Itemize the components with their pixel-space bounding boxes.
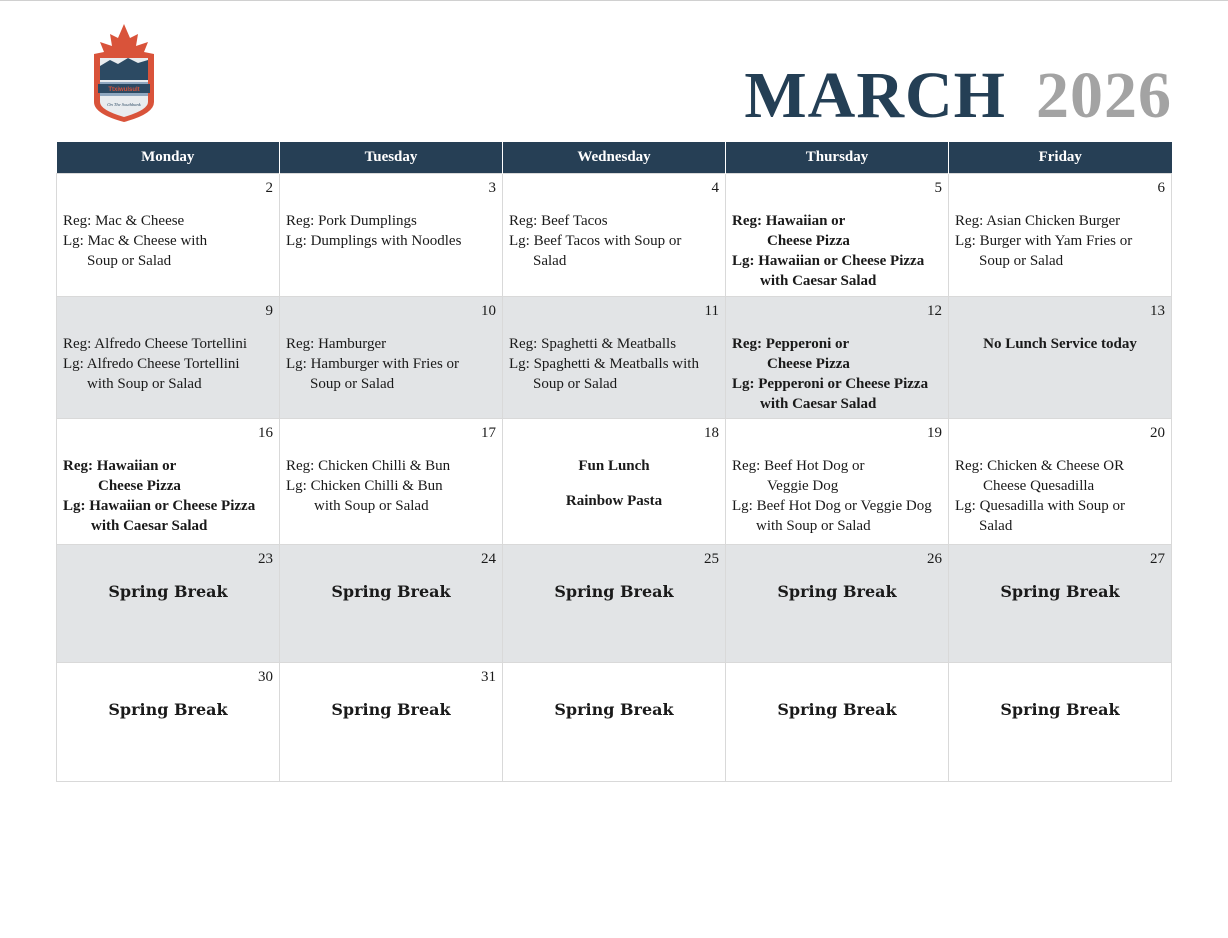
day-cell <box>726 174 949 297</box>
date-number: 9 <box>265 303 273 319</box>
reg-item: Reg: Beef Hot Dog or <box>732 458 865 474</box>
lg-item: Lg: Burger with Yam Fries or <box>955 233 1133 249</box>
menu-entry <box>955 456 1167 536</box>
date-number: 23 <box>258 551 273 567</box>
lg-item: Lg: Pepperoni or Cheese Pizza <box>732 376 929 392</box>
lg-item-cont: Soup or Salad <box>87 253 172 269</box>
day-cell <box>503 174 726 297</box>
logo-text: Ttxiwulsult <box>108 87 140 93</box>
week-row <box>57 419 1172 545</box>
menu-entry <box>286 456 498 516</box>
reg-item-cont: Cheese Pizza <box>767 233 850 249</box>
day-cell <box>726 297 949 419</box>
reg-item: Reg: Hamburger <box>286 336 387 352</box>
lg-item-cont: with Soup or Salad <box>87 376 202 392</box>
spring-break-label: Spring Break <box>108 700 228 719</box>
reg-item: Reg: Beef Tacos <box>509 213 608 229</box>
menu-entry <box>732 456 944 536</box>
header-thursday: Thursday <box>726 142 949 174</box>
reg-item: Reg: Hawaiian or <box>63 458 177 474</box>
lg-item-cont: with Caesar Salad <box>91 518 208 534</box>
reg-item: Reg: Asian Chicken Burger <box>955 213 1121 229</box>
title-year: 2026 <box>1036 59 1172 132</box>
lg-item: Lg: Dumplings with Noodles <box>286 233 462 249</box>
lunch-calendar <box>56 142 1172 782</box>
date-number: 19 <box>927 425 942 441</box>
spring-break-label: Spring Break <box>331 700 451 719</box>
lg-item: Lg: Chicken Chilli & Bun <box>286 478 443 494</box>
date-number: 13 <box>1150 303 1165 319</box>
week-row <box>57 174 1172 297</box>
menu-entry <box>63 211 275 271</box>
lg-item-cont: Salad <box>533 253 567 269</box>
reg-item: Reg: Spaghetti & Meatballs <box>509 336 677 352</box>
menu-entry <box>732 334 944 414</box>
lg-item: Lg: Mac & Cheese with <box>63 233 208 249</box>
lg-item: Lg: Hawaiian or Cheese Pizza <box>732 253 925 269</box>
menu-entry <box>286 211 498 251</box>
day-cell <box>503 419 726 545</box>
spring-break-label: Spring Break <box>108 582 228 601</box>
menu-entry <box>732 211 944 291</box>
menu-entry <box>63 456 275 536</box>
lg-item: Lg: Beef Hot Dog or Veggie Dog <box>732 498 932 514</box>
date-number: 10 <box>481 303 496 319</box>
day-cell <box>949 297 1172 419</box>
reg-item-cont: Cheese Pizza <box>767 356 850 372</box>
header-tuesday: Tuesday <box>280 142 503 174</box>
day-cell <box>280 545 503 663</box>
date-number: 31 <box>481 669 496 685</box>
lg-item: Lg: Beef Tacos with Soup or <box>509 233 682 249</box>
header-wednesday: Wednesday <box>503 142 726 174</box>
spring-break-label: Spring Break <box>777 582 897 601</box>
reg-item: Reg: Pepperoni or <box>732 336 850 352</box>
spring-break-label: Spring Break <box>1000 582 1120 601</box>
date-number: 11 <box>704 303 719 319</box>
day-cell <box>949 419 1172 545</box>
date-number: 17 <box>481 425 496 441</box>
lg-item-cont: Soup or Salad <box>310 376 395 392</box>
reg-item: Reg: Mac & Cheese <box>63 213 185 229</box>
lg-item: Lg: Alfredo Cheese Tortellini <box>63 356 240 372</box>
lg-item-cont: Salad <box>979 518 1013 534</box>
fun-lunch-item: Rainbow Pasta <box>565 493 663 509</box>
reg-item-cont: Veggie Dog <box>767 478 839 494</box>
lg-item-cont: with Soup or Salad <box>314 498 429 514</box>
day-cell <box>726 663 949 782</box>
day-cell <box>280 297 503 419</box>
day-cell <box>503 297 726 419</box>
lg-item-cont: with Caesar Salad <box>760 273 877 289</box>
date-number: 25 <box>704 551 719 567</box>
day-cell <box>949 663 1172 782</box>
reg-item: Reg: Alfredo Cheese Tortellini <box>63 336 248 352</box>
date-number: 27 <box>1150 551 1165 567</box>
date-number: 26 <box>927 551 942 567</box>
day-cell <box>726 419 949 545</box>
day-cell <box>280 419 503 545</box>
spring-break-label: Spring Break <box>1000 700 1120 719</box>
week-row <box>57 297 1172 419</box>
lg-item: Lg: Hawaiian or Cheese Pizza <box>63 498 256 514</box>
menu-entry <box>509 334 721 394</box>
header-monday: Monday <box>57 142 280 174</box>
day-cell <box>280 663 503 782</box>
reg-item: Reg: Chicken Chilli & Bun <box>286 458 451 474</box>
top-rule <box>0 0 1228 1</box>
lg-item: Lg: Hamburger with Fries or <box>286 356 460 372</box>
fun-lunch <box>503 456 725 511</box>
day-cell <box>57 297 280 419</box>
spring-break-label: Spring Break <box>777 700 897 719</box>
week-row <box>57 663 1172 782</box>
title-month: MARCH <box>744 59 1006 132</box>
reg-item: Reg: Chicken & Cheese OR <box>955 458 1125 474</box>
day-cell <box>57 663 280 782</box>
weekday-header-row <box>57 142 1172 174</box>
lg-item-cont: Soup or Salad <box>533 376 618 392</box>
reg-item-cont: Cheese Pizza <box>98 478 181 494</box>
menu-entry <box>955 211 1167 271</box>
date-number: 18 <box>704 425 719 441</box>
menu-entry <box>286 334 498 394</box>
week-row <box>57 545 1172 663</box>
day-cell <box>949 545 1172 663</box>
day-cell <box>57 545 280 663</box>
school-logo <box>88 22 160 124</box>
fun-lunch-label: Fun Lunch <box>578 458 650 474</box>
date-number: 5 <box>934 180 942 196</box>
date-number: 12 <box>927 303 942 319</box>
reg-item: Reg: Pork Dumplings <box>286 213 417 229</box>
reg-item: Reg: Hawaiian or <box>732 213 846 229</box>
date-number: 16 <box>258 425 273 441</box>
lg-item-cont: Soup or Salad <box>979 253 1064 269</box>
day-cell <box>57 174 280 297</box>
date-number: 2 <box>265 180 273 196</box>
menu-entry <box>509 211 721 271</box>
date-number: 3 <box>488 180 496 196</box>
lg-item-cont: with Soup or Salad <box>756 518 871 534</box>
logo-tagline: On The Southbank <box>107 102 141 107</box>
lg-item: Lg: Spaghetti & Meatballs with <box>509 356 699 372</box>
no-lunch-note: No Lunch Service today <box>983 336 1137 352</box>
day-cell <box>726 545 949 663</box>
date-number: 24 <box>481 551 496 567</box>
day-cell <box>57 419 280 545</box>
lg-item: Lg: Quesadilla with Soup or <box>955 498 1125 514</box>
spring-break-label: Spring Break <box>554 700 674 719</box>
date-number: 6 <box>1157 180 1165 196</box>
day-cell <box>280 174 503 297</box>
day-cell <box>949 174 1172 297</box>
calendar-title <box>744 58 1172 134</box>
spring-break-label: Spring Break <box>554 582 674 601</box>
header-friday: Friday <box>949 142 1172 174</box>
reg-item-cont: Cheese Quesadilla <box>983 478 1095 494</box>
date-number: 4 <box>711 180 719 196</box>
lg-item-cont: with Caesar Salad <box>760 396 877 412</box>
menu-entry <box>63 334 275 394</box>
day-cell <box>503 545 726 663</box>
date-number: 30 <box>258 669 273 685</box>
spring-break-label: Spring Break <box>331 582 451 601</box>
day-cell <box>503 663 726 782</box>
date-number: 20 <box>1150 425 1165 441</box>
